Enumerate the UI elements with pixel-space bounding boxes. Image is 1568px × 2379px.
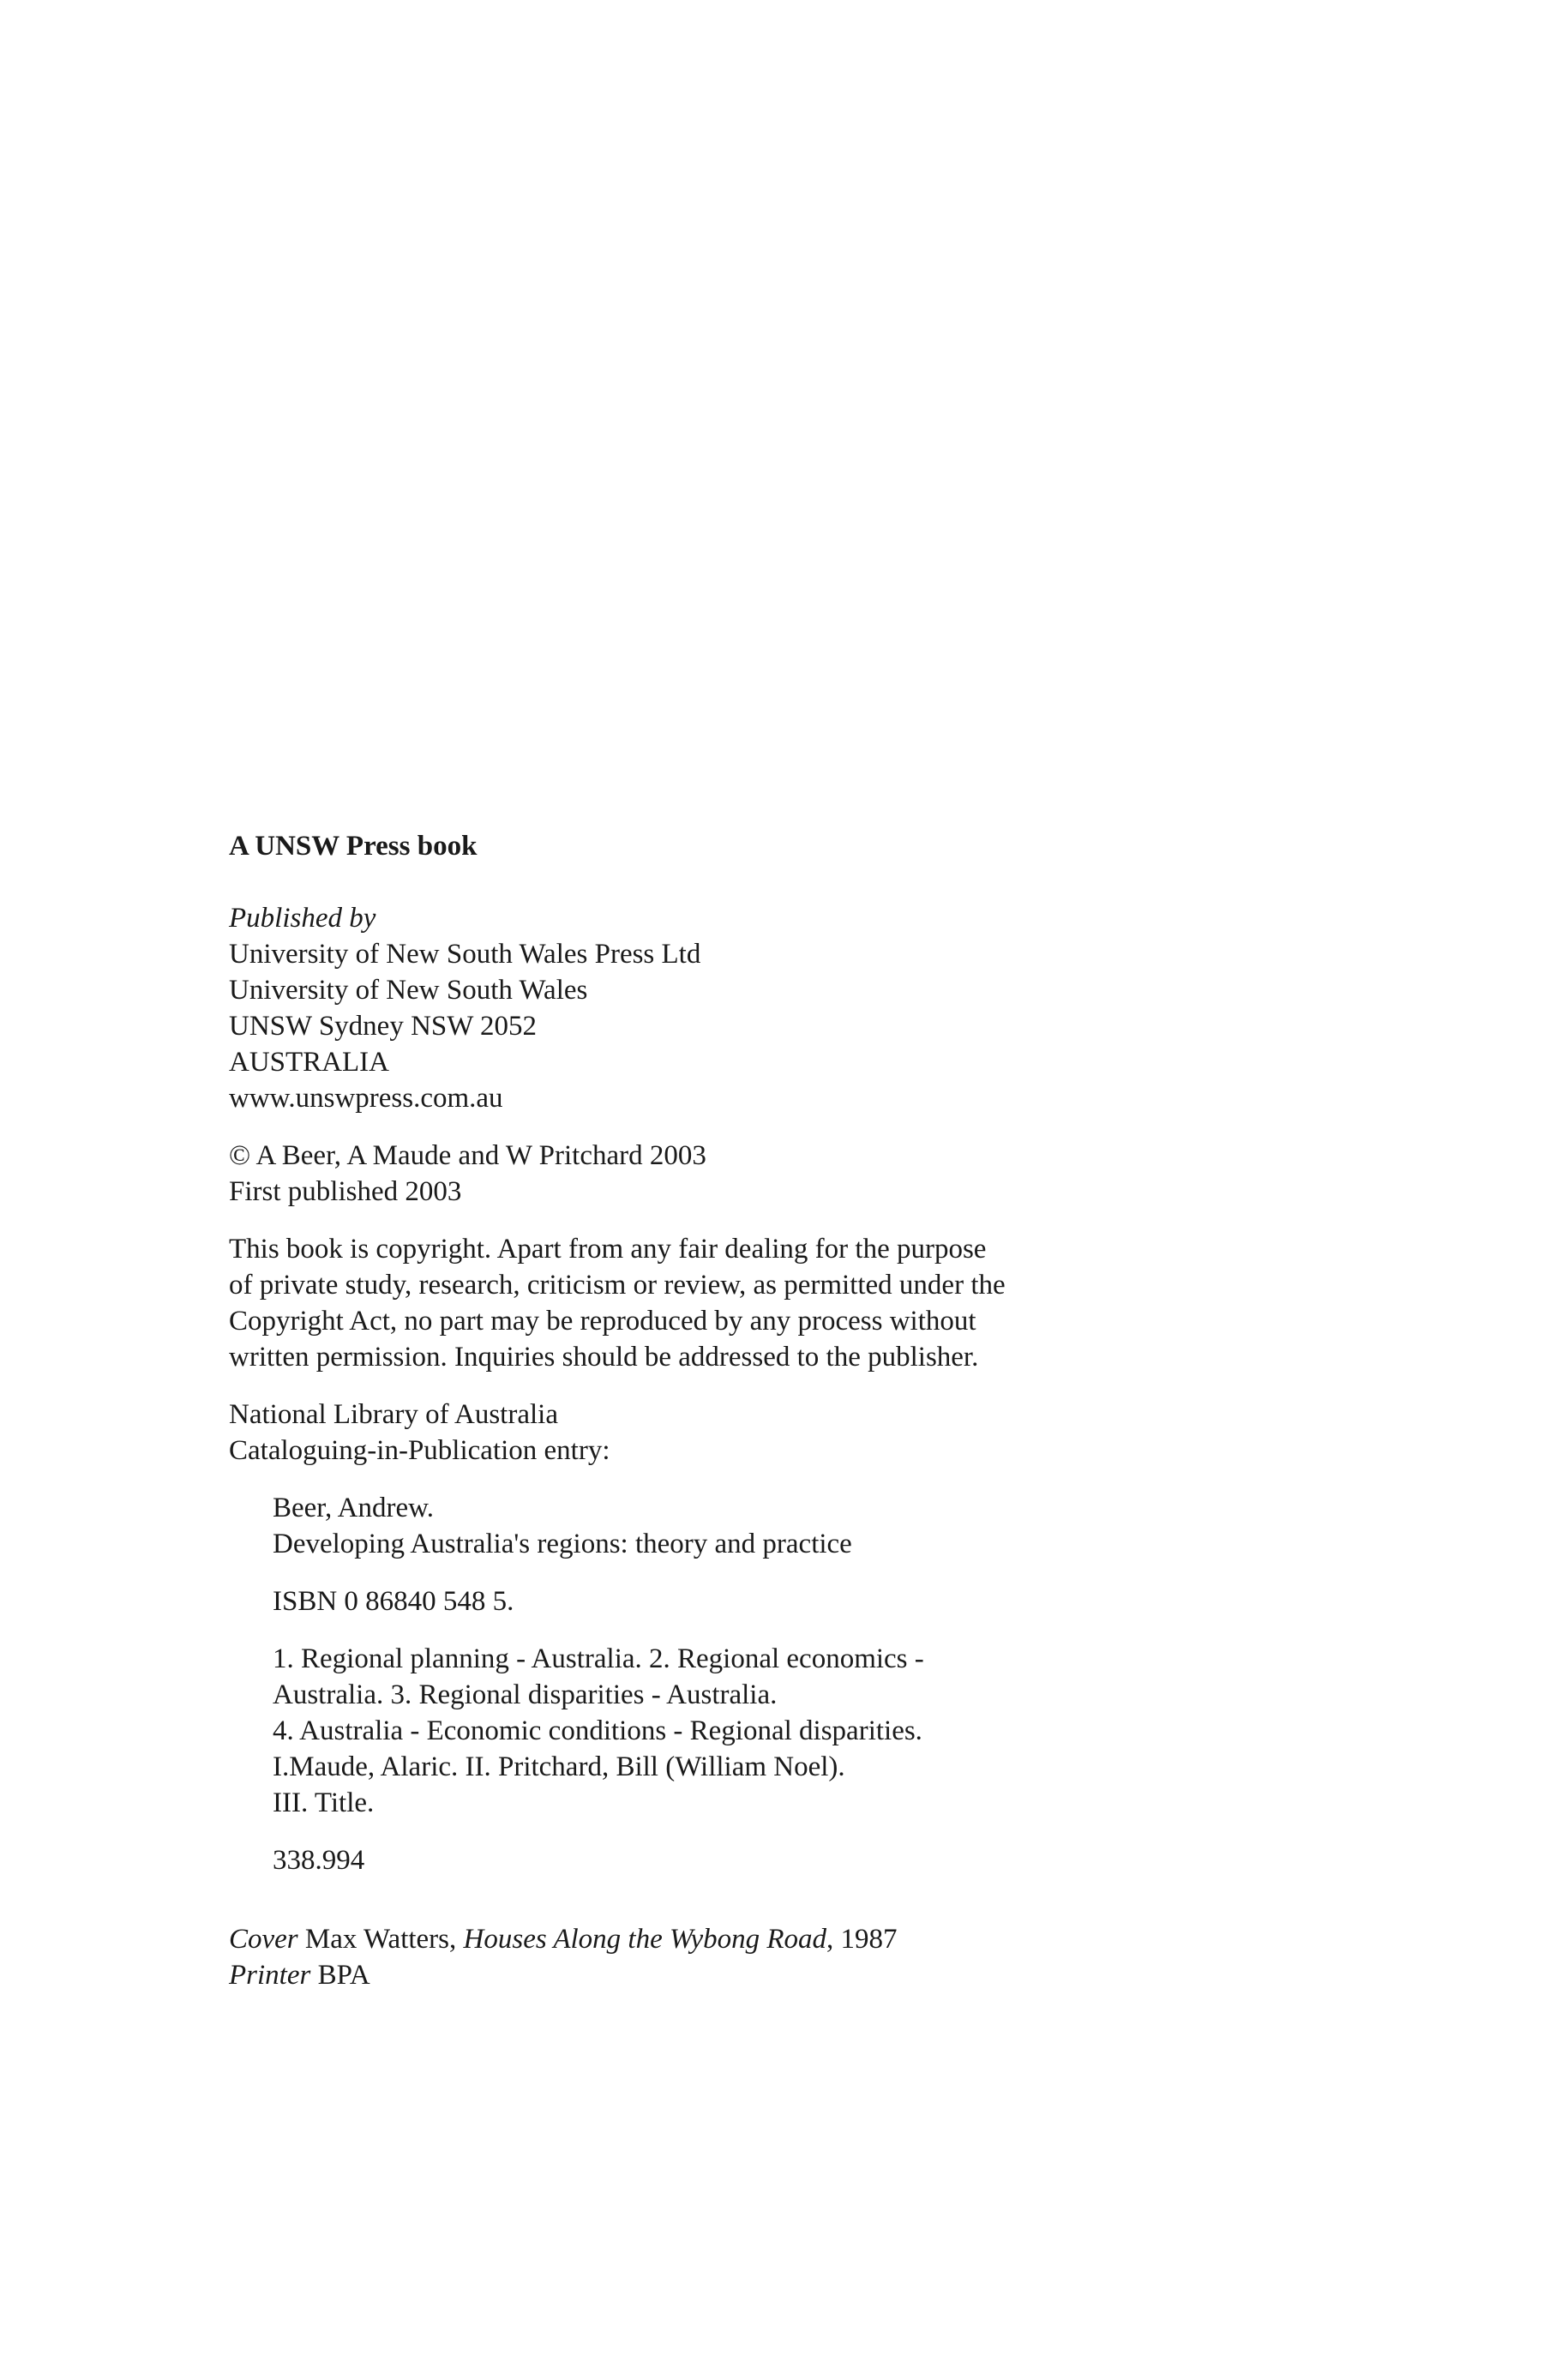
publisher-block bbox=[229, 900, 1361, 1116]
notice-line: written permission. Inquiries should be addressed to the publisher. bbox=[229, 1342, 979, 1373]
cover-year: , 1987 bbox=[826, 1924, 898, 1955]
cip-author: Beer, Andrew. bbox=[273, 1493, 435, 1523]
classification-number: 338.994 bbox=[273, 1845, 365, 1876]
cip-title: Developing Australia's regions: theory and practice bbox=[273, 1529, 852, 1559]
isbn-block bbox=[229, 1583, 1361, 1619]
printer-name: BPA bbox=[310, 1960, 370, 1991]
isbn: ISBN 0 86840 548 5. bbox=[273, 1586, 514, 1617]
subjects-block bbox=[229, 1641, 1361, 1821]
cip-author-block bbox=[229, 1490, 1361, 1562]
subject-line: Australia. 3. Regional disparities - Australia. bbox=[273, 1679, 778, 1710]
cover-work-title: Houses Along the Wybong Road bbox=[463, 1924, 827, 1955]
publisher-website: www.unswpress.com.au bbox=[229, 1083, 503, 1114]
cip-header bbox=[229, 1397, 1361, 1469]
first-published-line: First published 2003 bbox=[229, 1176, 462, 1207]
notice-line: Copyright Act, no part may be reproduced by any process without bbox=[229, 1306, 976, 1337]
copyright-block bbox=[229, 1138, 1361, 1210]
copyright-line: © A Beer, A Maude and W Pritchard 2003 bbox=[229, 1140, 706, 1171]
subject-line: 1. Regional planning - Australia. 2. Regional economics - bbox=[273, 1643, 924, 1674]
publisher-line: UNSW Sydney NSW 2052 bbox=[229, 1011, 538, 1042]
imprint-heading: A UNSW Press book bbox=[229, 831, 478, 862]
notice-line: This book is copyright. Apart from any fair dealing for the purpose bbox=[229, 1234, 987, 1265]
publisher-line: University of New South Wales bbox=[229, 975, 588, 1006]
cip-header-line: Cataloguing-in-Publication entry: bbox=[229, 1435, 610, 1466]
notice-line: of private study, research, criticism or review, as permitted under the bbox=[229, 1270, 1006, 1301]
subject-line: III. Title. bbox=[273, 1787, 375, 1818]
publisher-line: University of New South Wales Press Ltd bbox=[229, 939, 701, 970]
publisher-line: AUSTRALIA bbox=[229, 1047, 389, 1078]
published-by-label: Published by bbox=[229, 903, 376, 934]
classification-block bbox=[229, 1842, 1361, 1878]
printer-credit bbox=[229, 1957, 1361, 1993]
printer-label: Printer bbox=[229, 1960, 311, 1991]
cip-header-line: National Library of Australia bbox=[229, 1399, 558, 1430]
credits-block bbox=[229, 1921, 1361, 1993]
cover-label: Cover bbox=[229, 1924, 298, 1955]
cover-artist: Max Watters, bbox=[297, 1924, 464, 1955]
copyright-notice bbox=[229, 1231, 1361, 1375]
subject-line: 4. Australia - Economic conditions - Regional disparities. bbox=[273, 1715, 922, 1746]
imprint-page bbox=[229, 828, 1361, 1993]
subject-line: I.Maude, Alaric. II. Pritchard, Bill (William Noel). bbox=[273, 1751, 845, 1782]
cover-credit bbox=[229, 1921, 1361, 1957]
